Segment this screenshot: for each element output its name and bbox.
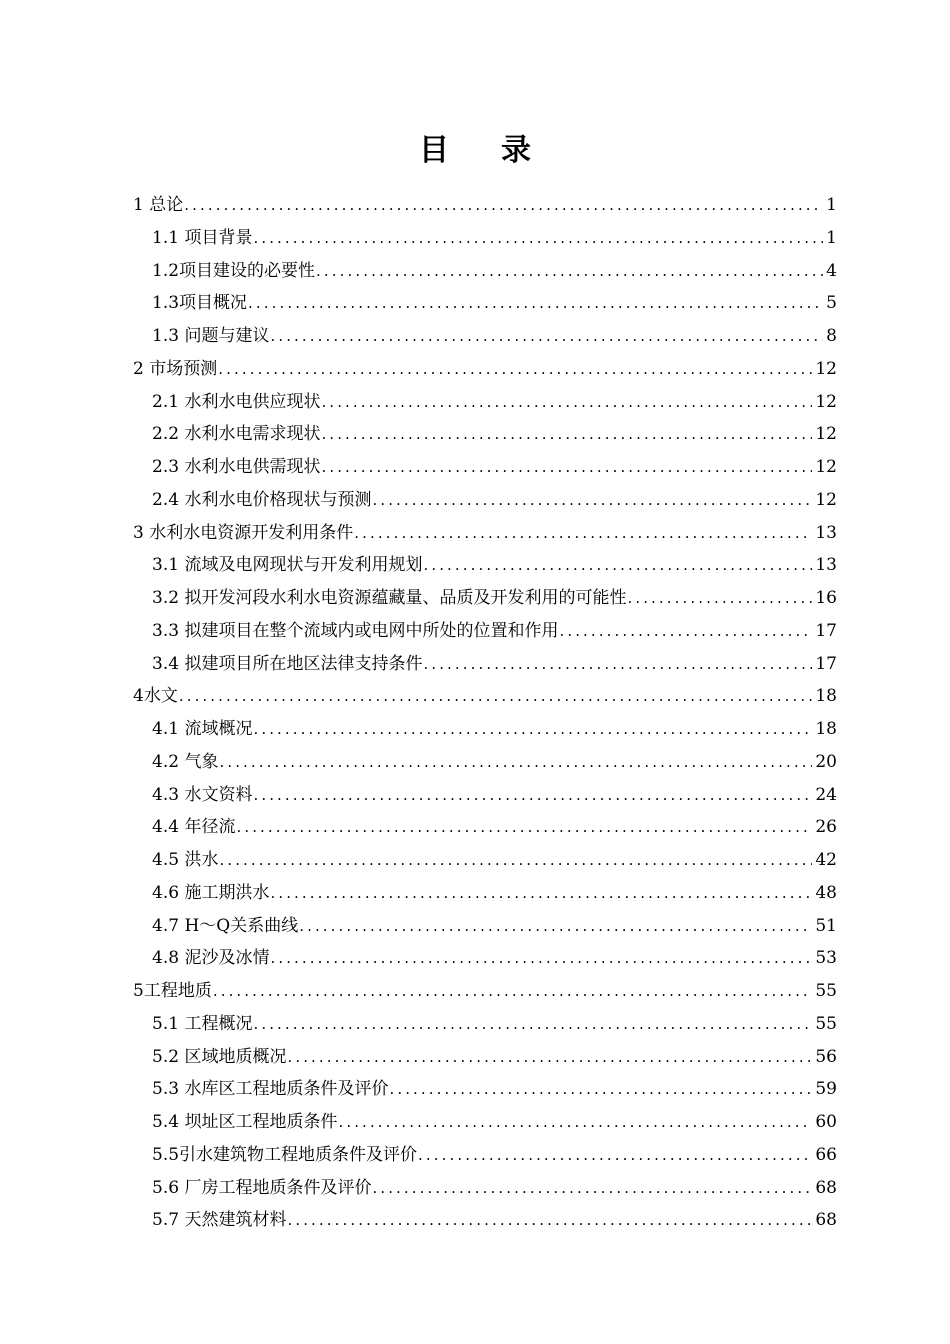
dot-leader [253, 1008, 812, 1041]
toc-entry[interactable] [133, 680, 837, 713]
toc-entry-label: 5.5引水建筑物工程地质条件及评价 [152, 1144, 418, 1165]
toc-page-number: 53 [815, 948, 837, 969]
toc-page-number: 42 [815, 850, 837, 870]
toc-page-number: 1 [826, 195, 837, 215]
toc-entry[interactable] [152, 386, 837, 419]
toc-entry-label: 3.1 流域及电网现状与开发利用规划 [152, 555, 423, 576]
toc-entry-label: 3.3 拟建项目在整个流域内或电网中所处的位置和作用 [152, 620, 559, 641]
toc-entry[interactable] [152, 910, 837, 943]
dot-leader [287, 1204, 812, 1237]
toc-title-char-1: 目 [419, 133, 449, 168]
toc-page-number: 60 [815, 1112, 837, 1132]
toc-entry[interactable] [152, 255, 837, 288]
toc-entry-label: 5.1 工程概况 [152, 1013, 253, 1034]
toc-entry-label: 1 总论 [133, 195, 184, 215]
toc-page-number: 12 [815, 489, 837, 510]
toc-entry[interactable] [152, 582, 837, 615]
toc-entry-label: 4.4 年径流 [152, 817, 236, 838]
dot-leader [270, 877, 812, 910]
toc-entry[interactable] [152, 1172, 837, 1205]
toc-entry[interactable] [152, 615, 837, 648]
toc-entry[interactable] [152, 1008, 837, 1041]
dot-leader [184, 189, 823, 222]
toc-page-number: 48 [815, 882, 837, 903]
toc-page-number: 12 [815, 358, 837, 379]
dot-leader [253, 779, 812, 812]
toc-entry-label: 5工程地质 [133, 981, 212, 1001]
dot-leader [219, 746, 812, 779]
toc-entry-label: 1.2项目建设的必要性 [152, 260, 316, 281]
dot-leader [270, 942, 812, 975]
toc-page-number: 56 [815, 1046, 837, 1067]
toc-page-number: 12 [815, 457, 837, 477]
dot-leader [253, 713, 812, 746]
dot-leader [423, 549, 812, 582]
toc-entry[interactable] [152, 942, 837, 975]
toc-entry[interactable] [152, 1204, 837, 1237]
toc-page-number: 55 [815, 981, 837, 1001]
dot-leader [316, 255, 823, 288]
toc-page-number: 5 [826, 293, 837, 314]
toc-entry-label: 2.1 水利水电供应现状 [152, 391, 321, 412]
toc-page-number: 68 [815, 1210, 837, 1231]
toc-entry[interactable] [152, 320, 837, 353]
dot-leader [389, 1073, 812, 1106]
toc-entry[interactable] [152, 1106, 837, 1139]
toc-entry-label: 5.6 厂房工程地质条件及评价 [152, 1177, 372, 1198]
toc-entry-label: 2 市场预测 [133, 358, 218, 379]
toc-entry[interactable] [133, 189, 837, 222]
toc-entry[interactable] [152, 451, 837, 484]
toc-entry-label: 1.3项目概况 [152, 293, 248, 314]
toc-page-number: 4 [826, 260, 837, 281]
toc-entry-label: 4.2 气象 [152, 751, 219, 772]
toc-page-number: 12 [815, 424, 837, 445]
dot-leader [372, 484, 812, 517]
toc-entry-label: 1.1 项目背景 [152, 227, 253, 248]
toc-entry-label: 3.2 拟开发河段水利水电资源蕴藏量、品质及开发利用的可能性 [152, 588, 627, 608]
toc-page-number: 51 [815, 915, 837, 936]
toc-entry[interactable] [152, 877, 837, 910]
toc-entry[interactable] [152, 287, 837, 320]
toc-page-number: 1 [826, 227, 837, 248]
dot-leader [418, 1139, 812, 1172]
toc-entry[interactable] [152, 648, 837, 681]
toc-entry-label: 5.4 坝址区工程地质条件 [152, 1112, 338, 1132]
dot-leader [354, 517, 812, 550]
dot-leader [423, 648, 812, 681]
toc-entry[interactable] [152, 222, 837, 255]
toc-entry-label: 2.2 水利水电需求现状 [152, 424, 321, 445]
dot-leader [321, 386, 812, 419]
toc-entry-label: 1.3 问题与建议 [152, 326, 270, 346]
toc-entry[interactable] [152, 1073, 837, 1106]
toc-entry-label: 4.6 施工期洪水 [152, 882, 270, 903]
dot-leader [213, 975, 813, 1008]
toc-entry-label: 4.5 洪水 [152, 850, 219, 870]
toc-entry[interactable] [152, 1041, 837, 1074]
dot-leader [559, 615, 812, 648]
toc-title-char-2: 录 [501, 133, 531, 168]
toc-entry-label: 2.4 水利水电价格现状与预测 [152, 489, 372, 510]
toc-page-number: 26 [815, 817, 837, 838]
dot-leader [287, 1041, 812, 1074]
dot-leader [299, 910, 812, 943]
dot-leader [179, 680, 813, 713]
dot-leader [270, 320, 823, 353]
toc-entry[interactable] [152, 811, 837, 844]
toc-page-number: 13 [815, 522, 837, 543]
toc-entry-label: 5.7 天然建筑材料 [152, 1210, 287, 1231]
toc-entry[interactable] [133, 517, 837, 550]
toc-page-number: 12 [815, 391, 837, 412]
toc-title [0, 128, 950, 174]
toc-page-number: 20 [815, 751, 837, 772]
toc-entry-label: 4.8 泥沙及冰情 [152, 948, 270, 969]
toc-page-number: 24 [815, 784, 837, 805]
toc-entry[interactable] [152, 779, 837, 812]
toc-entry[interactable] [152, 844, 837, 877]
toc-entry[interactable] [152, 484, 837, 517]
dot-leader [321, 418, 812, 451]
toc-entry-label: 2.3 水利水电供需现状 [152, 457, 321, 477]
dot-leader [338, 1106, 812, 1139]
toc-entry-label: 4.1 流域概况 [152, 719, 253, 739]
toc-page-number: 68 [815, 1177, 837, 1198]
dot-leader [218, 353, 812, 386]
toc-entry[interactable] [152, 418, 837, 451]
toc-entry[interactable] [152, 746, 837, 779]
toc-entry-label: 4水文 [133, 686, 178, 707]
toc-entry[interactable] [152, 1139, 837, 1172]
toc-entry-label: 5.2 区域地质概况 [152, 1046, 287, 1067]
toc-entry-label: 4.7 H～Q关系曲线 [152, 915, 299, 936]
dot-leader [219, 844, 812, 877]
toc-page-number: 55 [815, 1013, 837, 1034]
dot-leader [627, 582, 812, 615]
toc-entry[interactable] [152, 713, 837, 746]
toc-page-number: 17 [815, 653, 837, 674]
toc-entry[interactable] [133, 975, 837, 1008]
toc-entry-label: 3.4 拟建项目所在地区法律支持条件 [152, 653, 423, 674]
toc-page-number: 59 [815, 1079, 837, 1100]
toc-page-number: 18 [815, 686, 837, 707]
toc-page-number: 17 [815, 620, 837, 641]
toc-entry-label: 3 水利水电资源开发利用条件 [133, 522, 354, 543]
toc-page-number: 18 [815, 719, 837, 739]
toc-entry[interactable] [152, 549, 837, 582]
toc-page-number: 66 [815, 1144, 837, 1165]
dot-leader [248, 287, 823, 320]
toc-page-number: 16 [815, 588, 837, 608]
toc-page-number: 13 [815, 555, 837, 576]
toc-page-number: 8 [826, 326, 837, 346]
toc-entry-label: 5.3 水库区工程地质条件及评价 [152, 1079, 389, 1100]
dot-leader [372, 1172, 812, 1205]
toc-entry-label: 4.3 水文资料 [152, 784, 253, 805]
dot-leader [253, 222, 823, 255]
dot-leader [321, 451, 812, 484]
toc-entry[interactable] [133, 353, 837, 386]
dot-leader [236, 811, 812, 844]
